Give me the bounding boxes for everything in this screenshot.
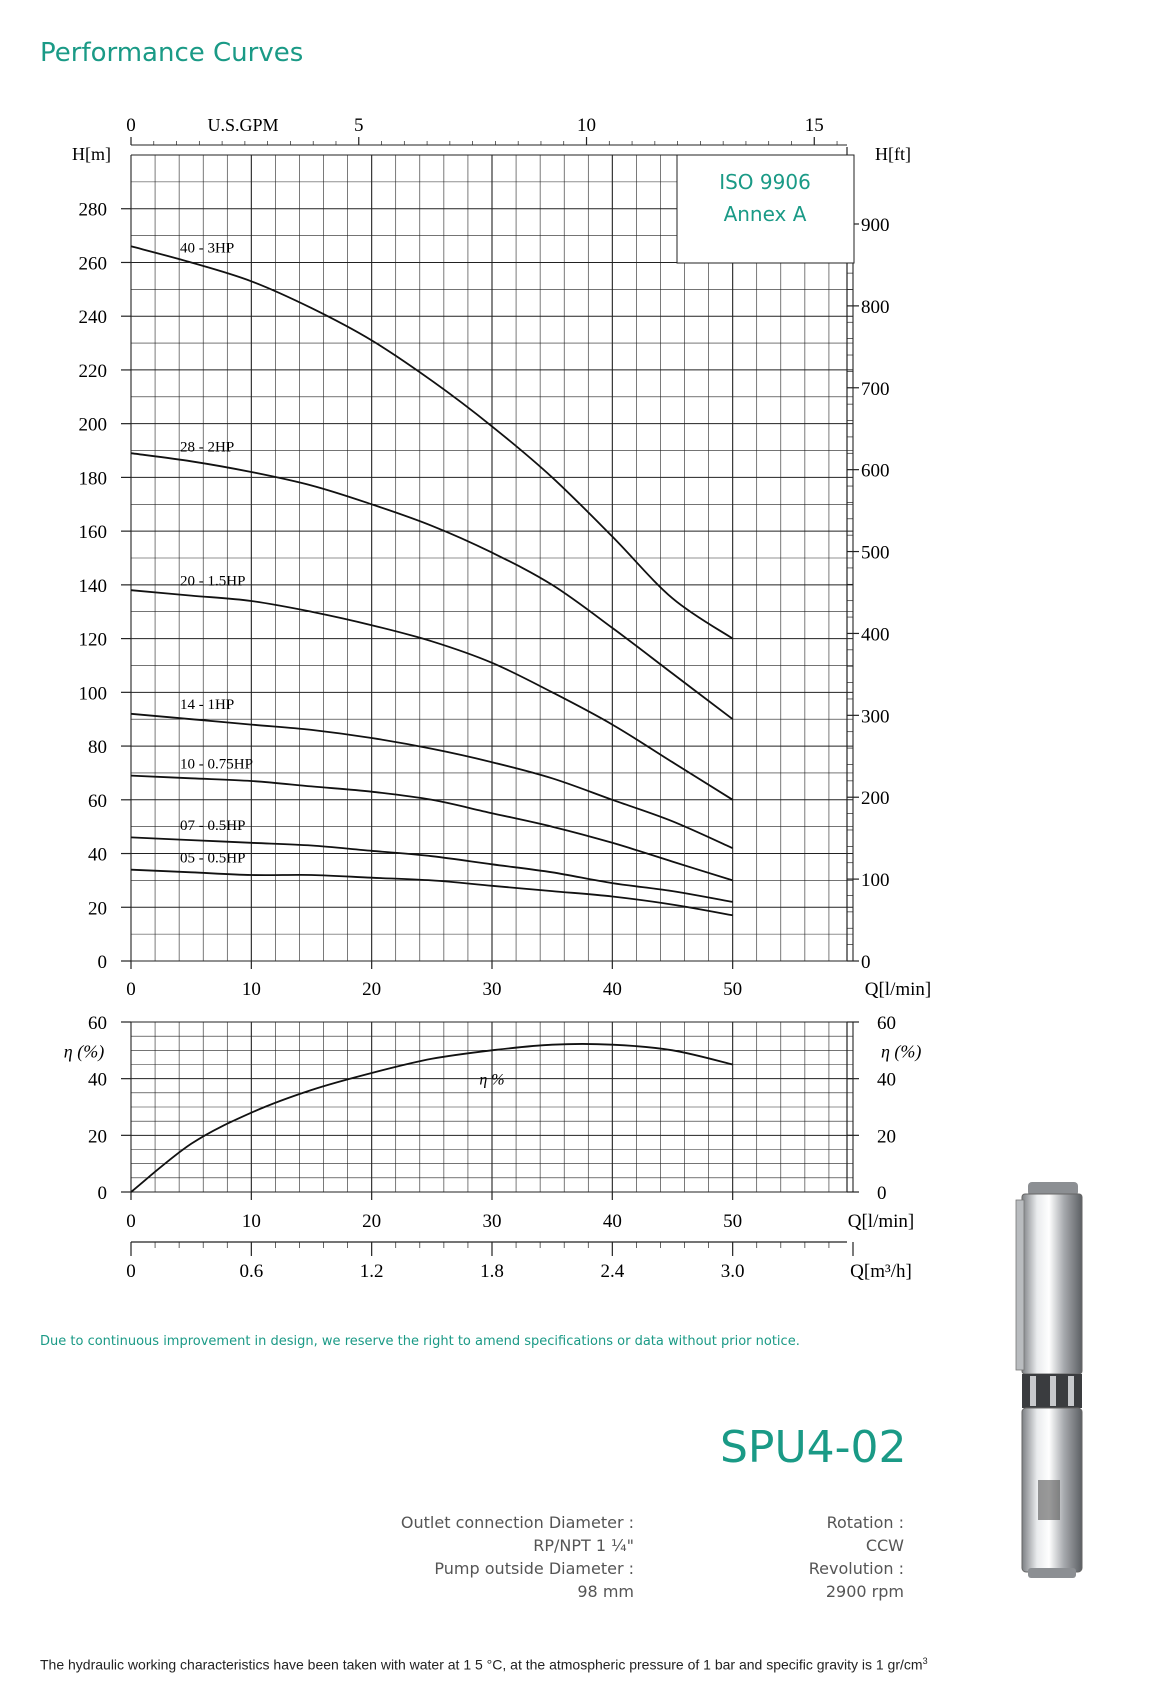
eff-y-tick-label: 0 — [97, 1183, 107, 1204]
spec-outlet-value: RP/NPT 1 ¼" — [533, 1536, 634, 1555]
x-tick-label: 50 — [723, 979, 743, 1000]
y-tick-label: 60 — [88, 790, 107, 812]
ft-tick-label: 600 — [861, 460, 890, 482]
eff-x-tick-label: 30 — [482, 1211, 502, 1232]
series-label-6: 05 - 0.5HP — [180, 850, 246, 867]
eff-y-tick-label-right: 60 — [877, 1013, 896, 1034]
eff-x-axis-label: Q[l/min] — [847, 1211, 915, 1232]
m3h-tick-label: 1.2 — [359, 1261, 384, 1282]
ft-tick-label: 0 — [861, 952, 871, 973]
y-tick-label: 200 — [78, 414, 107, 436]
eff-x-tick-label: 20 — [362, 1211, 382, 1232]
spec-revolution-label: Revolution : — [808, 1559, 904, 1578]
head-curve-5 — [131, 837, 733, 902]
y-tick-label: 260 — [78, 253, 107, 275]
spec-revolution-value: 2900 rpm — [825, 1582, 904, 1601]
page-title: Performance Curves — [40, 38, 304, 68]
y-tick-label: 240 — [78, 307, 107, 329]
ft-tick-label: 200 — [861, 788, 890, 810]
ft-tick-label: 900 — [861, 214, 890, 236]
y-tick-label: 280 — [78, 199, 107, 221]
eff-y-tick-label: 20 — [88, 1126, 107, 1148]
y-tick-label: 180 — [78, 468, 107, 490]
series-label-4: 10 - 0.75HP — [180, 756, 253, 773]
specs-right — [809, 1511, 904, 1603]
series-label-3: 14 - 1HP — [180, 697, 235, 714]
spec-rotation-label: Rotation : — [826, 1513, 904, 1532]
footnote-superscript: 3 — [922, 1656, 928, 1666]
y-tick-label: 220 — [78, 360, 107, 382]
spec-outlet-label: Outlet connection Diameter : — [400, 1513, 634, 1532]
m3h-tick-label: 0.6 — [239, 1261, 264, 1282]
gpm-tick-label: 0 — [126, 115, 136, 136]
y-tick-label: 80 — [88, 737, 107, 759]
eff-x-tick-label: 50 — [723, 1211, 743, 1232]
series-label-5: 07 - 0.5HP — [180, 818, 246, 835]
eff-y-tick-label-right: 40 — [877, 1069, 896, 1091]
iso-annex: Annex A — [723, 202, 807, 226]
m3h-tick-label: 0 — [126, 1261, 136, 1282]
eff-y-axis-label: η (%) — [63, 1041, 105, 1062]
gpm-axis-label: U.S.GPM — [207, 115, 279, 135]
eff-x-tick-label: 10 — [241, 1211, 261, 1232]
ft-axis-label: H[ft] — [875, 144, 911, 164]
series-label-2: 20 - 1.5HP — [180, 573, 246, 590]
eff-y-tick-label: 40 — [88, 1069, 107, 1091]
spec-diameter-value: 98 mm — [577, 1582, 634, 1601]
m3h-axis-label: Q[m³/h] — [850, 1261, 912, 1282]
y-tick-label: 20 — [88, 898, 107, 920]
series-label-1: 28 - 2HP — [180, 439, 235, 456]
model-name: SPU4-02 — [720, 1422, 907, 1473]
x-tick-label: 0 — [126, 979, 136, 1000]
gpm-tick-label: 15 — [804, 115, 824, 136]
ft-tick-label: 400 — [861, 624, 890, 646]
spec-diameter-label: Pump outside Diameter : — [434, 1559, 634, 1578]
efficiency-series-label: η % — [479, 1071, 505, 1089]
x-tick-label: 10 — [241, 979, 261, 1000]
y-tick-label: 100 — [78, 683, 107, 705]
spec-rotation-value: CCW — [865, 1536, 904, 1555]
efficiency-curve — [131, 1044, 733, 1192]
y-tick-label: 120 — [78, 629, 107, 651]
eff-y-tick-label-right: 20 — [877, 1126, 896, 1148]
y-tick-label: 160 — [78, 522, 107, 544]
ft-tick-label: 300 — [861, 706, 890, 728]
y-tick-label: 0 — [97, 952, 107, 973]
y-tick-label: 140 — [78, 575, 107, 597]
eff-x-tick-label: 0 — [126, 1211, 136, 1232]
eff-y-tick-label: 60 — [88, 1013, 107, 1034]
specs-left — [401, 1511, 634, 1603]
y-tick-label: 40 — [88, 844, 107, 866]
footnote — [40, 1656, 928, 1673]
x-tick-label: 20 — [362, 979, 382, 1000]
x-tick-label: 40 — [602, 979, 622, 1000]
gpm-tick-label: 5 — [354, 115, 364, 136]
m3h-tick-label: 2.4 — [600, 1261, 625, 1282]
eff-y-axis-label-right: η (%) — [881, 1041, 922, 1062]
ft-tick-label: 500 — [861, 542, 890, 564]
eff-y-tick-label-right: 0 — [877, 1183, 887, 1204]
design-notice: Due to continuous improvement in design, we reserve the right to amend specifications or data without prior notice. — [40, 1334, 800, 1349]
series-label-0: 40 - 3HP — [180, 240, 235, 257]
iso-standard: ISO 9906 — [719, 170, 811, 194]
footnote-text: The hydraulic working characteristics have been taken with water at 1 5 °C, at the atmospheric pressure of 1 bar and specific gravity is 1 gr/cm — [40, 1656, 923, 1673]
y-axis-label: H[m] — [72, 144, 111, 164]
x-axis-label: Q[l/min] — [864, 979, 932, 1000]
pump-image — [1008, 1180, 1088, 1580]
m3h-tick-label: 3.0 — [720, 1261, 745, 1282]
ft-tick-label: 800 — [861, 296, 890, 318]
eff-x-tick-label: 40 — [602, 1211, 622, 1232]
x-tick-label: 30 — [482, 979, 502, 1000]
gpm-tick-label: 10 — [577, 115, 597, 136]
ft-tick-label: 100 — [861, 870, 890, 892]
m3h-tick-label: 1.8 — [480, 1261, 504, 1282]
ft-tick-label: 700 — [861, 378, 890, 400]
head-curve-6 — [131, 870, 733, 916]
